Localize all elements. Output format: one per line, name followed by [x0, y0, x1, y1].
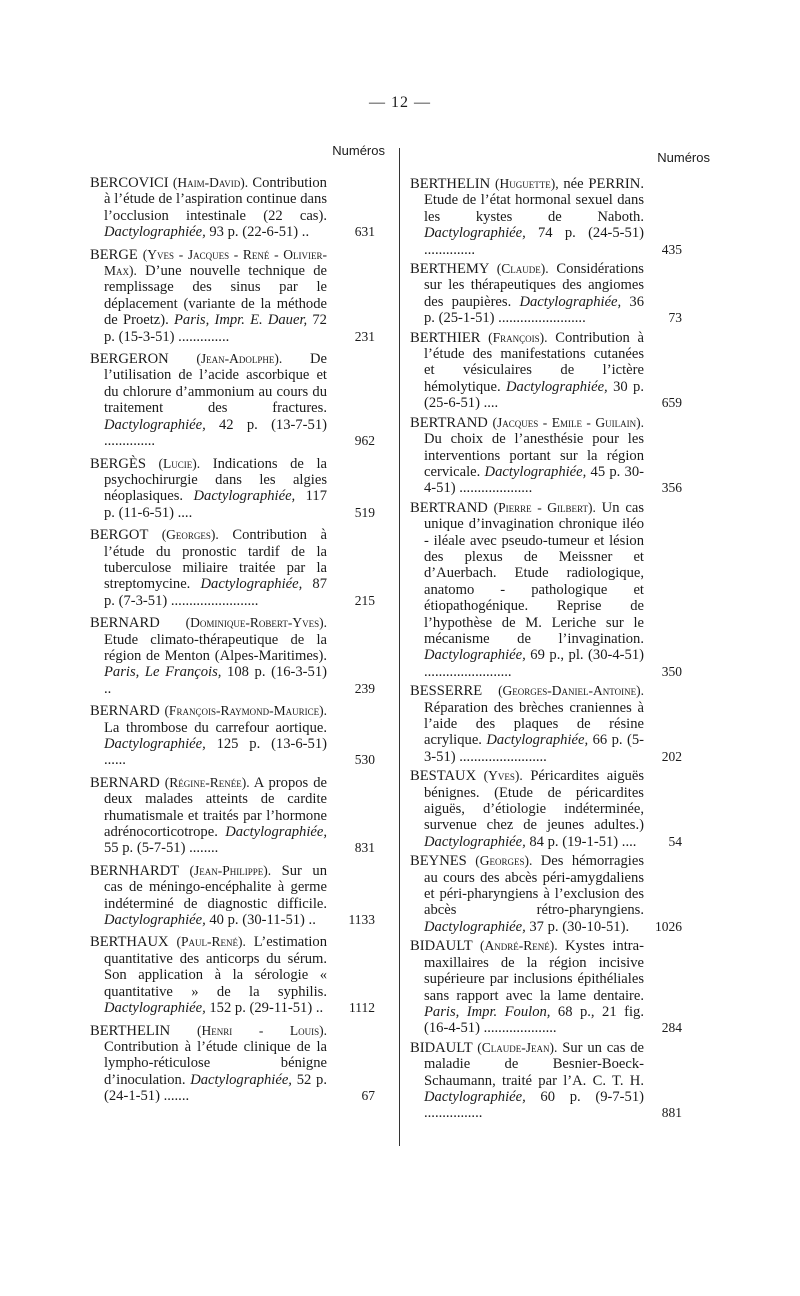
entry-description: Sur un cas de maladie de Besnier-Boeck-Schaumann, traité par l’A. C. T. H. [424, 1039, 645, 1089]
entry-publication: Dactylographiée, [104, 416, 206, 433]
entry-description: Indications de la psychochirurgie dans les algies néoplasiques. [104, 455, 327, 505]
author-surname: BERTHAUX [90, 934, 169, 951]
bibliography-entry [90, 351, 375, 449]
bibliography-entry [410, 415, 682, 497]
entry-description: Du choix de l’anesthésie pour les interventions portant sur la région cervicale. [424, 431, 644, 480]
right-column-header: Numéros [657, 150, 710, 165]
entry-publication: Dactylographiée, [424, 1088, 526, 1105]
entry-publication: Paris, Impr. Foulon, [424, 1003, 551, 1020]
author-surname: BERNARD [90, 774, 160, 791]
author-surname: BERTRAND [410, 414, 488, 431]
entry-details: 66 p. (5-3-51) ........................ [424, 732, 644, 765]
entry-details: 42 p. (13-7-51) .............. [104, 416, 327, 450]
entry-description: Réparation des brèches craniennes à l’aide des plaques de résine acrylique. [424, 699, 644, 749]
entry-description: Considérations sur les thérapeutiques des angiomes des paupières. [424, 261, 644, 310]
author-surname: BERGOT [90, 527, 149, 544]
entry-details: 125 p. (13-6-51) ...... [104, 736, 327, 769]
column-divider [399, 148, 400, 1146]
entry-number: 67 [361, 1088, 375, 1104]
entry-details: 84 p. (19-1-51) .... [525, 833, 637, 850]
entry-description: Contribution à l’étude du pronostic tardif de la tuberculose miliaire traitée par la streptomycine. [104, 527, 327, 593]
author-given-names: (Régine-Renée). [164, 774, 250, 790]
entry-details: 72 p. (15-3-51) .............. [104, 312, 327, 345]
entry-details: 60 p. (9-7-51) ................ [424, 1088, 644, 1122]
entry-description: Contribution à l’étude clinique de la lympho-réticulose bénigne d’inoculation. [104, 1038, 327, 1088]
author-surname: BERNHARDT [90, 862, 179, 879]
entry-details: 87 p. (7-3-51) ........................ [104, 576, 327, 609]
author-surname: BIDAULT [410, 938, 473, 955]
bibliography-entry [90, 247, 375, 345]
entry-publication: Dactylographiée, [225, 824, 327, 841]
author-given-names: (Yves). [483, 768, 523, 784]
entry-number: 350 [661, 663, 682, 679]
entry-number: 631 [354, 224, 375, 240]
author-given-names: (François-Raymond-Maurice). [164, 703, 327, 719]
author-surname: BERTHEMY [410, 261, 489, 278]
author-given-names: (Jacques - Emile - Guilain). [492, 414, 644, 430]
entry-details: 74 p. (24-5-51) .............. [424, 225, 644, 258]
entry-description: De l’utilisation de l’acide ascorbique et du chlorure d’ammonium au cours du traitement des fractures. [104, 351, 327, 417]
entry-number: 239 [354, 680, 375, 696]
entry-number: 202 [661, 748, 682, 764]
entry-details: 69 p., pl. (30-4-51) ........................ [424, 647, 644, 680]
author-surname: BERGÈS [90, 455, 146, 472]
author-surname: BERTHELIN [410, 176, 491, 192]
entry-description: Sur un cas de méningo-encéphalite à germe indéterminé de diagnostic difficile. [104, 862, 327, 912]
entry-description: Contribution à l’étude des manifestations cutanées et vésiculaires de l’ictère hémolytique. [424, 329, 644, 395]
entry-details: 52 p. (24-1-51) ....... [104, 1071, 327, 1105]
entry-details: 37 p. (30-10-51). [525, 918, 630, 935]
entry-number: 519 [354, 504, 375, 520]
author-given-names: (Yves - Jacques - René - Olivier-Max). [104, 246, 327, 279]
bibliography-entry [410, 330, 682, 412]
author-surname: BERNARD [90, 615, 160, 632]
bibliography-entry [90, 934, 375, 1016]
entry-publication: Dactylographiée, [519, 293, 622, 310]
entry-number: 356 [661, 480, 682, 496]
entry-description: A propos de deux malades atteints de cardite rhumatismale et traités par l’hormone adrénocorticotrope. [104, 774, 327, 841]
entry-publication: Dactylographiée, [424, 647, 526, 664]
author-given-names: (Pierre - Gilbert). [493, 499, 596, 515]
author-surname: BERCOVICI [90, 175, 169, 191]
entry-description: Des hémorragies au cours des abcès péri-amygdaliens et péri-pharyngiens à l’exclusion des abcès rétro-pharyngiens. [424, 853, 645, 919]
entry-details: 117 p. (11-6-51) .... [104, 488, 328, 521]
bibliography-entry [410, 938, 682, 1036]
entry-description: D’une nouvelle technique de remplissage des sinus par le déplacement (variante de la méthode de Proetz). [104, 263, 327, 329]
entry-publication: Dactylographiée, [104, 912, 206, 929]
entry-publication: Dactylographiée, [190, 1071, 292, 1088]
entry-number: 73 [668, 310, 682, 326]
entry-publication: Dactylographiée, [104, 1000, 206, 1017]
entry-description: L’estimation quantitative des anticorps du sérum. Son application à la sérologie « quantitative » de la syphilis. [104, 934, 327, 1000]
author-given-names: (Jean-Adolphe). [196, 351, 283, 367]
bibliography-entry [410, 683, 682, 765]
left-column-header: Numéros [332, 143, 385, 158]
entry-details: 68 p., 21 fig. (16-4-51) .................... [424, 1003, 644, 1037]
entry-number: 1133 [348, 912, 375, 928]
entry-publication: Paris, Impr. E. Dauer, [173, 312, 308, 329]
entry-description: La thrombose du carrefour aortique. [104, 719, 327, 736]
entry-details: 108 p. (16-3-51) .. [104, 664, 327, 697]
entry-number: 1026 [655, 918, 682, 934]
entry-number: 530 [354, 752, 375, 768]
entry-details: 36 p. (25-1-51) ........................ [424, 293, 644, 327]
author-surname: BERNARD [90, 703, 160, 720]
entry-number: 659 [661, 395, 682, 411]
bibliography-entry [410, 768, 682, 850]
entry-publication: Dactylographiée, [104, 224, 206, 241]
entry-description: Péricardites aiguës bénignes. (Etude de péricardites aiguës, d’étiologie indéterminée, survenue chez de jeunes adultes.) [424, 768, 645, 834]
entry-description: Etude climato-thérapeutique de la région de Menton (Alpes-Maritimes). [104, 631, 327, 664]
author-surname: BIDAULT [410, 1039, 473, 1056]
entry-details: 93 p. (22-6-51) .. [205, 224, 310, 241]
entry-publication: Dactylographiée, [486, 732, 589, 749]
entry-number: 435 [661, 241, 682, 257]
entry-publication: Dactylographiée, [200, 576, 303, 593]
entry-details: 40 p. (30-11-51) .. [205, 912, 316, 929]
entry-publication: Dactylographiée, [193, 488, 296, 505]
entry-number: 1112 [349, 1000, 375, 1016]
entry-number: 284 [661, 1020, 682, 1036]
author-given-names: (Paul-René). [176, 934, 246, 950]
author-given-names: (Georges). [161, 527, 219, 543]
entry-publication: Dactylographiée, [505, 378, 608, 395]
bibliography-entry [410, 500, 682, 680]
bibliography-entry [90, 615, 375, 697]
author-given-names: (François). [488, 329, 548, 345]
left-column [90, 175, 375, 1111]
entry-number: 881 [661, 1105, 682, 1121]
author-given-names: (Georges-Daniel-Antoine). [498, 683, 644, 699]
author-surname: BEYNES [410, 853, 467, 870]
entry-description: née PERRIN. Etude de l’état hormonal sexuel dans les kystes de Naboth. [424, 176, 644, 225]
author-given-names: (Claude). [496, 261, 549, 277]
entry-number: 215 [354, 592, 375, 608]
author-surname: BESTAUX [410, 768, 477, 785]
author-given-names: (Haim-David). [172, 175, 249, 190]
entry-publication: Dactylographiée, [484, 463, 587, 480]
entry-publication: Dactylographiée, [104, 736, 206, 752]
author-surname: BERGE [90, 246, 138, 263]
entry-details: 55 p. (5-7-51) ........ [104, 840, 219, 857]
bibliography-entry [410, 1040, 682, 1122]
author-given-names: (Dominique-Robert-Yves). [185, 615, 327, 631]
bibliography-entry [90, 775, 375, 857]
author-surname: BERGERON [90, 351, 169, 368]
entry-number: 962 [354, 433, 375, 449]
entry-publication: Dactylographiée, [424, 833, 526, 850]
bibliography-entry [90, 863, 375, 929]
entry-number: 231 [354, 328, 375, 344]
bibliography-entry [90, 527, 375, 609]
author-given-names: (Jean-Philippe). [189, 862, 272, 878]
entry-description: Contribution à l’étude de l’aspiration continue dans l’occlusion intestinale (22 cas). [104, 175, 327, 224]
author-surname: BERTHELIN [90, 1022, 171, 1039]
bibliography-entry [90, 1023, 375, 1105]
author-given-names: (Henri - Louis). [197, 1022, 328, 1038]
right-column [410, 176, 682, 1125]
author-given-names: (Lucie). [158, 455, 201, 471]
entry-publication: Paris, Le François, [104, 664, 222, 681]
entry-number: 54 [668, 833, 682, 849]
page-number: — 12 — [369, 94, 431, 111]
entry-publication: Dactylographiée, [424, 918, 526, 935]
entry-description: Kystes intra-maxillaires de la région incisive supérieure par inclusions épithéliales sans rapport avec la lame dentaire. [424, 938, 644, 1004]
bibliography-entry [410, 176, 682, 258]
entry-number: 831 [354, 840, 375, 856]
author-given-names: (Huguette), [494, 176, 559, 191]
bibliography-entry [410, 261, 682, 327]
entry-details: 45 p. 30-4-51) .................... [424, 463, 644, 497]
bibliography-entry [410, 853, 682, 935]
author-given-names: (Claude-Jean). [477, 1039, 558, 1055]
author-surname: BESSERRE [410, 683, 483, 700]
entry-details: 30 p. (25-6-51) .... [424, 378, 644, 412]
entry-publication: Dactylographiée, [424, 225, 526, 242]
bibliography-entry [90, 175, 375, 241]
author-given-names: (Georges). [475, 853, 533, 869]
bibliography-entry [90, 703, 375, 769]
bibliography-entry [90, 456, 375, 522]
author-surname: BERTRAND [410, 499, 488, 516]
author-given-names: (André-René). [479, 938, 558, 954]
author-surname: BERTHIER [410, 329, 481, 346]
entry-details: 152 p. (29-11-51) .. [205, 1000, 324, 1017]
entry-description: Un cas unique d’invagination chronique iléo - iléale avec pseudo-tumeur et lésion des plexus de Meissner et d’Auerbach. Etude radiologique, anatomo - pathologique et étiopathogénique. Reprise de l’hypothèse de M. Leriche sur le mécanisme de l’invagination. [424, 499, 644, 647]
